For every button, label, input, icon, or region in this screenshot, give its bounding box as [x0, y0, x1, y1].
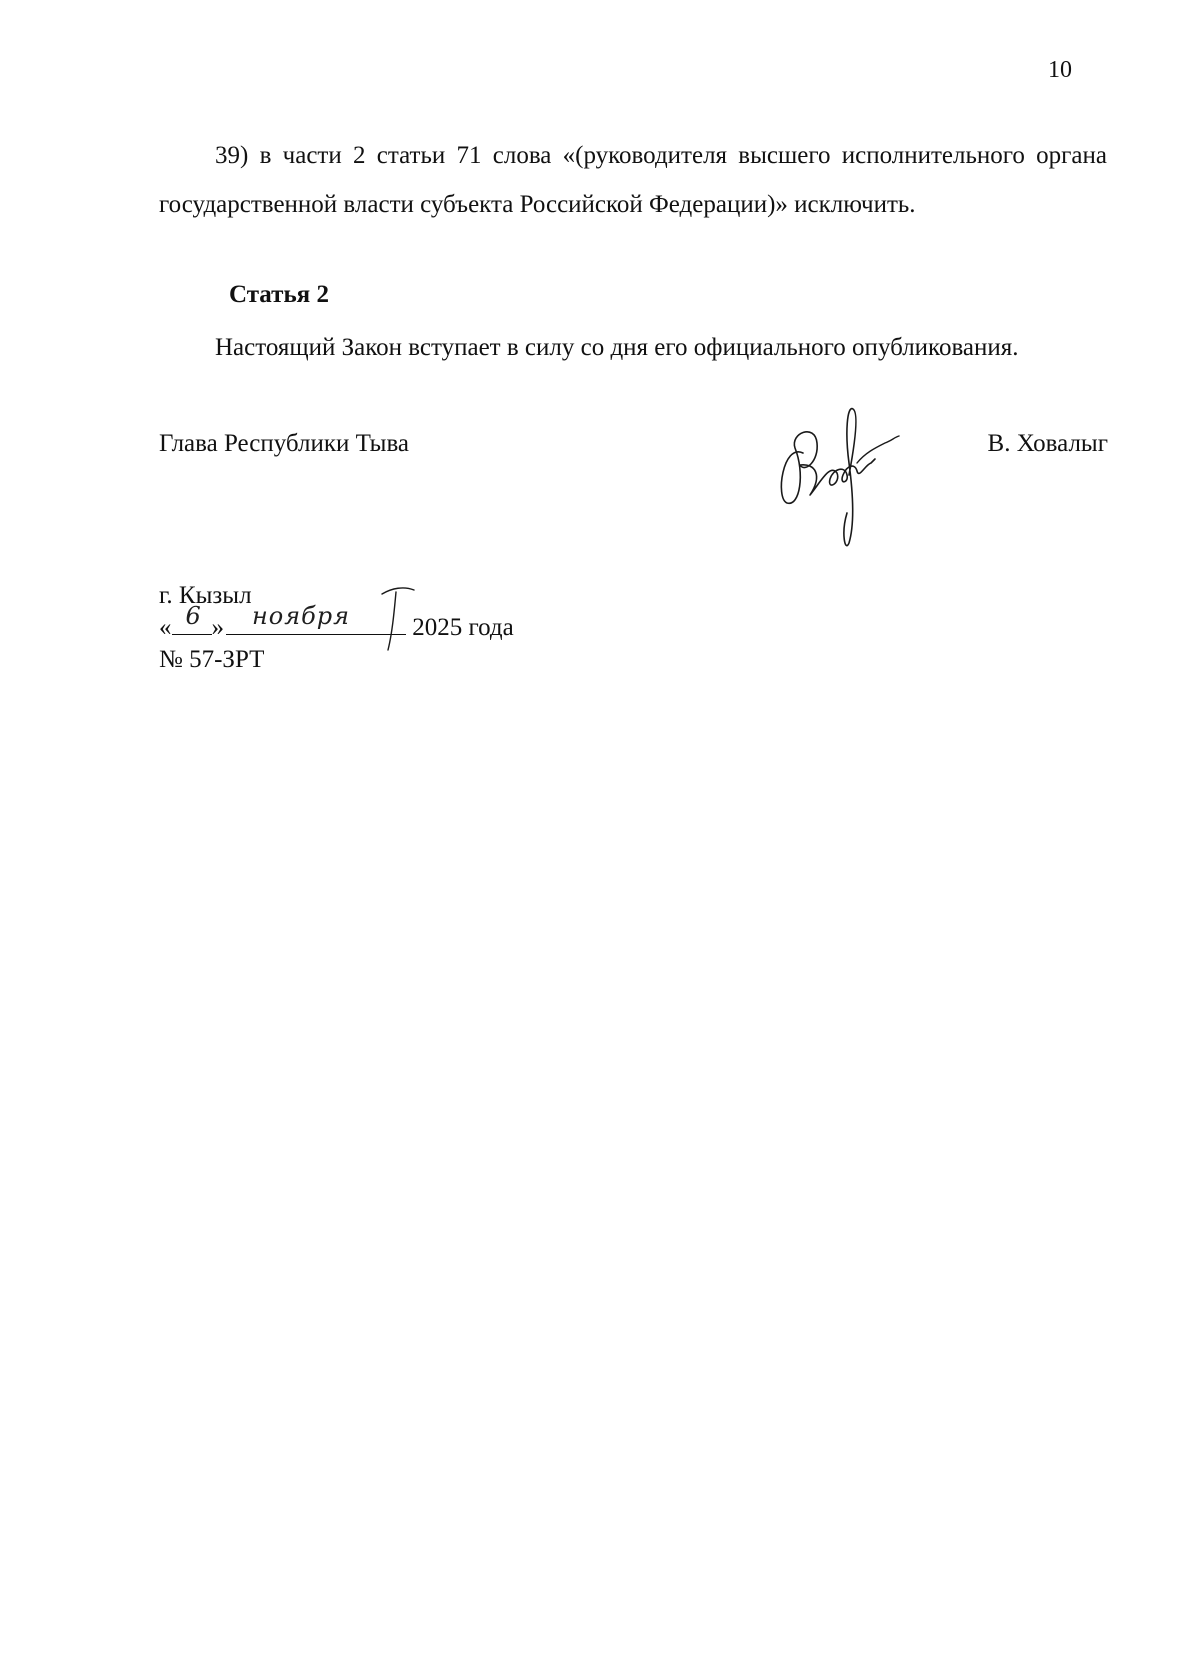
month-blank	[226, 602, 406, 635]
date-line	[159, 602, 514, 644]
page-number: 10	[1048, 57, 1072, 83]
place-date-block	[159, 580, 514, 676]
quote-close: »	[211, 614, 224, 641]
handwritten-month: ноября	[252, 602, 351, 630]
law-number: № 57-ЗРТ	[159, 646, 265, 673]
signatory-name: В. Ховалыг	[987, 430, 1108, 457]
article-2-text: Настоящий Закон вступает в силу со дня его официального опубликования.	[215, 334, 1019, 361]
article-heading: Статья 2	[229, 281, 329, 308]
month-pen-stroke	[378, 584, 418, 654]
item-39-paragraph: 39) в части 2 статьи 71 слова «(руководителя высшего исполнительного органа государственной власти субъекта Российской Федерации)» исключить.	[159, 142, 1107, 218]
quote-open: «	[159, 614, 172, 641]
city-line: г. Кызыл	[159, 582, 252, 609]
handwritten-day: 6	[185, 602, 201, 630]
year-text: 2025 года	[412, 614, 514, 641]
handwritten-signature	[775, 403, 915, 553]
signatory-title: Глава Республики Тыва	[159, 430, 410, 457]
day-blank	[172, 602, 212, 635]
